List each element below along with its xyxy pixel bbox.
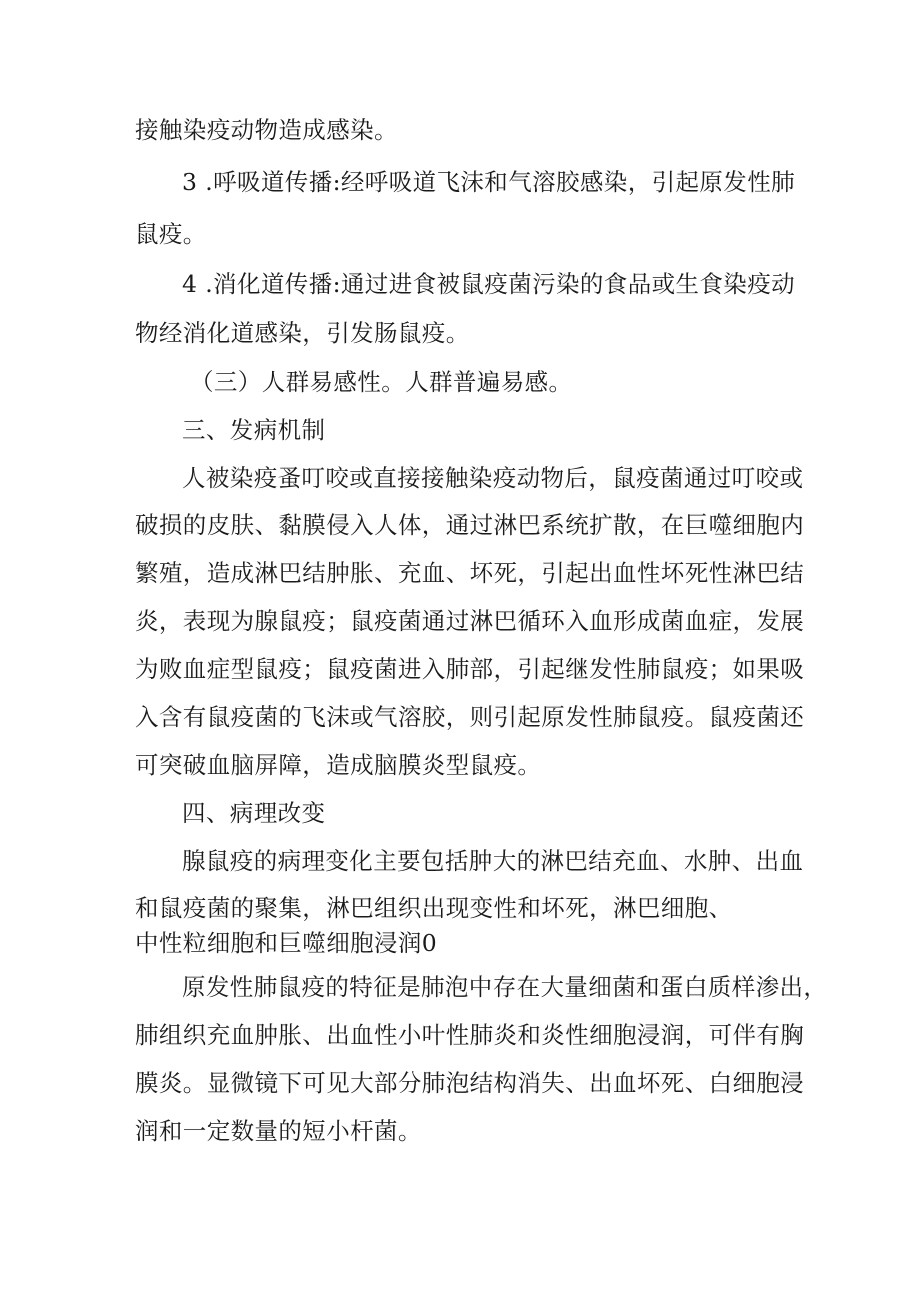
text-line: 物经消化道感染，引发肠鼠疫。 — [135, 319, 470, 347]
paragraph-line: 可突破血脑屏障，造成脑膜炎型鼠疫。 — [135, 751, 542, 779]
subsection-heading: （三）人群易感性。人群普遍易感。 — [190, 368, 573, 396]
text-line: 鼠疫。 — [135, 220, 207, 248]
paragraph-line: 入含有鼠疫菌的飞沫或气溶胶，则引起原发性肺鼠疫。鼠疫菌还 — [135, 703, 805, 731]
paragraph-line: 破损的皮肤、黏膜侵入人体，通过淋巴系统扩散，在巨噬细胞内 — [135, 511, 805, 539]
paragraph-line: 肺组织充血肿胀、出血性小叶性肺炎和炎性细胞浸润，可伴有胸 — [135, 1021, 805, 1049]
list-item-respiratory: 3 .呼吸道传播:经呼吸道飞沫和气溶胶感染，引起原发性肺 — [182, 168, 796, 196]
section-heading-pathogenesis: 三、发病机制 — [182, 416, 326, 444]
paragraph-line: 膜炎。显微镜下可见大部分肺泡结构消失、出血坏死、白细胞浸 — [135, 1069, 805, 1097]
paragraph-line: 中性粒细胞和巨噬细胞浸润0 — [135, 929, 438, 957]
text-line: 接触染疫动物造成感染。 — [135, 116, 398, 144]
paragraph-line: 繁殖，造成淋巴结肿胀、充血、坏死，引起出血性坏死性淋巴结 — [135, 559, 805, 587]
paragraph-line: 炎，表现为腺鼠疫；鼠疫菌通过淋巴循环入血形成菌血症，发展 — [135, 607, 805, 635]
paragraph-line: 腺鼠疫的病理变化主要包括肿大的淋巴结充血、水肿、出血 — [182, 847, 804, 875]
list-item-digestive: 4 .消化道传播:通过进食被鼠疫菌污染的食品或生食染疫动 — [182, 270, 796, 298]
paragraph-line: 为败血症型鼠疫；鼠疫菌进入肺部，引起继发性肺鼠疫；如果吸 — [135, 655, 805, 683]
paragraph-line: 人被染疫蚤叮咬或直接接触染疫动物后，鼠疫菌通过叮咬或 — [182, 464, 804, 492]
paragraph-line: 润和一定数量的短小杆菌。 — [135, 1117, 422, 1145]
section-heading-pathology: 四、病理改变 — [182, 799, 326, 827]
paragraph-line: 和鼠疫菌的聚集，淋巴组织出现变性和坏死，淋巴细胞、 — [135, 894, 733, 922]
paragraph-line: 原发性肺鼠疫的特征是肺泡中存在大量细菌和蛋白质样渗出， — [182, 973, 828, 1001]
